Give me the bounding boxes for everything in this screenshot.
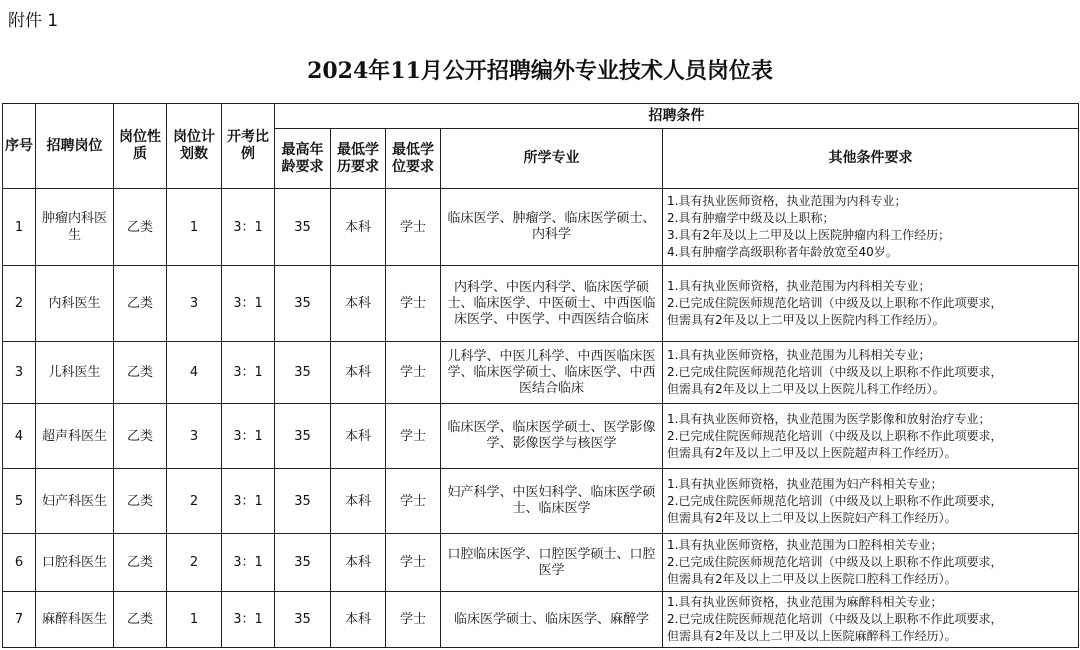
cell-edu: 本科 xyxy=(331,404,386,469)
other-line: 1.具有执业医师资格，执业范围为妇产科相关专业； xyxy=(667,476,943,491)
other-line: 1.具有执业医师资格，执业范围为内科相关专业； xyxy=(667,279,931,293)
cell-plan: 3 xyxy=(167,266,222,342)
positions-table xyxy=(2,103,1079,648)
cell-position: 内科医生 xyxy=(36,266,114,342)
cell-nature: 乙类 xyxy=(114,189,167,266)
cell-major: 临床医学硕士、临床医学、麻醉学 xyxy=(441,592,663,648)
other-line: 1.具有执业医师资格，执业范围为儿科相关专业； xyxy=(667,348,931,362)
cell-edu: 本科 xyxy=(331,189,386,266)
cell-ratio: 3：1 xyxy=(222,342,275,404)
cell-edu: 本科 xyxy=(331,342,386,404)
cell-position: 儿科医生 xyxy=(36,342,114,404)
cell-other xyxy=(663,592,1079,648)
cell-degree: 学士 xyxy=(386,342,441,404)
cell-ratio: 3：1 xyxy=(222,404,275,469)
cell-age: 35 xyxy=(275,342,331,404)
attachment-label: 附件 1 xyxy=(8,11,59,31)
cell-nature: 乙类 xyxy=(114,592,167,648)
cell-ratio: 3：1 xyxy=(222,592,275,648)
cell-major: 临床医学、肿瘤学、临床医学硕士、内科学 xyxy=(441,189,663,266)
cell-plan: 4 xyxy=(167,342,222,404)
cell-position: 肿瘤内科医生 xyxy=(36,189,114,266)
other-line: 2.已完成住院医师规范化培训（中级及以上职称不作此项要求， xyxy=(667,296,1003,310)
cell-edu: 本科 xyxy=(331,266,386,342)
cell-degree: 学士 xyxy=(386,592,441,648)
cell-plan: 1 xyxy=(167,592,222,648)
cell-other xyxy=(663,534,1079,592)
cell-position: 麻醉科医生 xyxy=(36,592,114,648)
header-max-age: 最高年龄要求 xyxy=(275,129,331,189)
cell-nature: 乙类 xyxy=(114,534,167,592)
cell-seq: 6 xyxy=(3,534,36,592)
cell-age: 35 xyxy=(275,266,331,342)
cell-plan: 2 xyxy=(167,469,222,534)
other-line: 2.已完成住院医师规范化培训（中级及以上职称不作此项要求， xyxy=(667,365,1003,379)
cell-nature: 乙类 xyxy=(114,266,167,342)
cell-position: 超声科医生 xyxy=(36,404,114,469)
cell-other xyxy=(663,404,1079,469)
cell-major: 妇产科学、中医妇科学、临床医学硕士、临床医学 xyxy=(441,469,663,534)
other-line: 但需具有2年及以上二甲及以上医院麻醉科工作经历）。 xyxy=(667,629,957,643)
cell-age: 35 xyxy=(275,592,331,648)
header-major: 所学专业 xyxy=(441,129,663,189)
cell-seq: 2 xyxy=(3,266,36,342)
header-conditions: 招聘条件 xyxy=(275,104,1079,129)
other-line: 但需具有2年及以上二甲及以上医院儿科工作经历）。 xyxy=(667,382,945,396)
other-line: 2.已完成住院医师规范化培训（中级及以上职称不作此项要求， xyxy=(667,428,1003,443)
other-line: 但需具有2年及以上二甲及以上医院超声科工作经历）。 xyxy=(667,445,957,460)
cell-plan: 1 xyxy=(167,189,222,266)
cell-seq: 7 xyxy=(3,592,36,648)
cell-major: 口腔临床医学、口腔医学硕士、口腔医学 xyxy=(441,534,663,592)
cell-seq: 5 xyxy=(3,469,36,534)
cell-plan: 2 xyxy=(167,534,222,592)
cell-nature: 乙类 xyxy=(114,469,167,534)
cell-nature: 乙类 xyxy=(114,342,167,404)
header-position: 招聘岗位 xyxy=(36,104,114,189)
other-line: 1.具有执业医师资格，执业范围为内科专业； xyxy=(667,194,907,208)
header-other: 其他条件要求 xyxy=(663,129,1079,189)
cell-other xyxy=(663,469,1079,534)
cell-age: 35 xyxy=(275,469,331,534)
other-line: 2.已完成住院医师规范化培训（中级及以上职称不作此项要求， xyxy=(667,493,1003,508)
cell-other xyxy=(663,266,1079,342)
cell-major: 临床医学、临床医学硕士、医学影像学、影像医学与核医学 xyxy=(441,404,663,469)
header-min-degree: 最低学位要求 xyxy=(386,129,441,189)
header-ratio: 开考比例 xyxy=(222,104,275,189)
cell-age: 35 xyxy=(275,404,331,469)
cell-age: 35 xyxy=(275,189,331,266)
cell-degree: 学士 xyxy=(386,266,441,342)
header-plan: 岗位计划数 xyxy=(167,104,222,189)
cell-nature: 乙类 xyxy=(114,404,167,469)
header-seq: 序号 xyxy=(3,104,36,189)
cell-degree: 学士 xyxy=(386,404,441,469)
header-nature: 岗位性质 xyxy=(114,104,167,189)
other-line: 2.具有肿瘤学中级及以上职称； xyxy=(667,211,835,225)
cell-degree: 学士 xyxy=(386,534,441,592)
table-row xyxy=(3,342,1079,404)
cell-position: 口腔科医生 xyxy=(36,534,114,592)
table-row xyxy=(3,592,1079,648)
cell-other xyxy=(663,342,1079,404)
cell-ratio: 3：1 xyxy=(222,469,275,534)
cell-seq: 1 xyxy=(3,189,36,266)
cell-seq: 3 xyxy=(3,342,36,404)
document-title: 2024年11月公开招聘编外专业技术人员岗位表 xyxy=(307,58,773,84)
table-row xyxy=(3,266,1079,342)
cell-edu: 本科 xyxy=(331,534,386,592)
other-line: 3.具有2年及以上二甲及以上医院肿瘤内科工作经历； xyxy=(667,228,951,242)
other-line: 2.已完成住院医师规范化培训（中级及以上职称不作此项要求， xyxy=(667,555,1003,569)
other-line: 但需具有2年及以上二甲及以上医院内科工作经历）。 xyxy=(667,313,945,327)
cell-age: 35 xyxy=(275,534,331,592)
cell-ratio: 3：1 xyxy=(222,189,275,266)
cell-degree: 学士 xyxy=(386,469,441,534)
cell-other xyxy=(663,189,1079,266)
cell-position: 妇产科医生 xyxy=(36,469,114,534)
cell-major: 内科学、中医内科学、临床医学硕士、临床医学、中医硕士、中西医临床医学、中医学、中西医结合临床 xyxy=(441,266,663,342)
other-line: 1.具有执业医师资格，执业范围为麻醉科相关专业； xyxy=(667,595,943,609)
cell-edu: 本科 xyxy=(331,469,386,534)
cell-ratio: 3：1 xyxy=(222,266,275,342)
other-line: 1.具有执业医师资格，执业范围为口腔科相关专业； xyxy=(667,538,943,552)
cell-degree: 学士 xyxy=(386,189,441,266)
cell-seq: 4 xyxy=(3,404,36,469)
table-row xyxy=(3,189,1079,266)
table-row xyxy=(3,404,1079,469)
other-line: 1.具有执业医师资格，执业范围为医学影像和放射治疗专业； xyxy=(667,411,991,426)
table-row xyxy=(3,469,1079,534)
other-line: 但需具有2年及以上二甲及以上医院妇产科工作经历）。 xyxy=(667,510,957,525)
cell-edu: 本科 xyxy=(331,592,386,648)
other-line: 4.具有肿瘤学高级职称者年龄放宽至40岁。 xyxy=(667,245,898,259)
cell-ratio: 3：1 xyxy=(222,534,275,592)
header-min-edu: 最低学历要求 xyxy=(331,129,386,189)
other-line: 但需具有2年及以上二甲及以上医院口腔科工作经历）。 xyxy=(667,572,957,586)
cell-major: 儿科学、中医儿科学、中西医临床医学、临床医学硕士、临床医学、中西医结合临床 xyxy=(441,342,663,404)
cell-plan: 3 xyxy=(167,404,222,469)
other-line: 2.已完成住院医师规范化培训（中级及以上职称不作此项要求， xyxy=(667,612,1003,626)
table-row xyxy=(3,534,1079,592)
